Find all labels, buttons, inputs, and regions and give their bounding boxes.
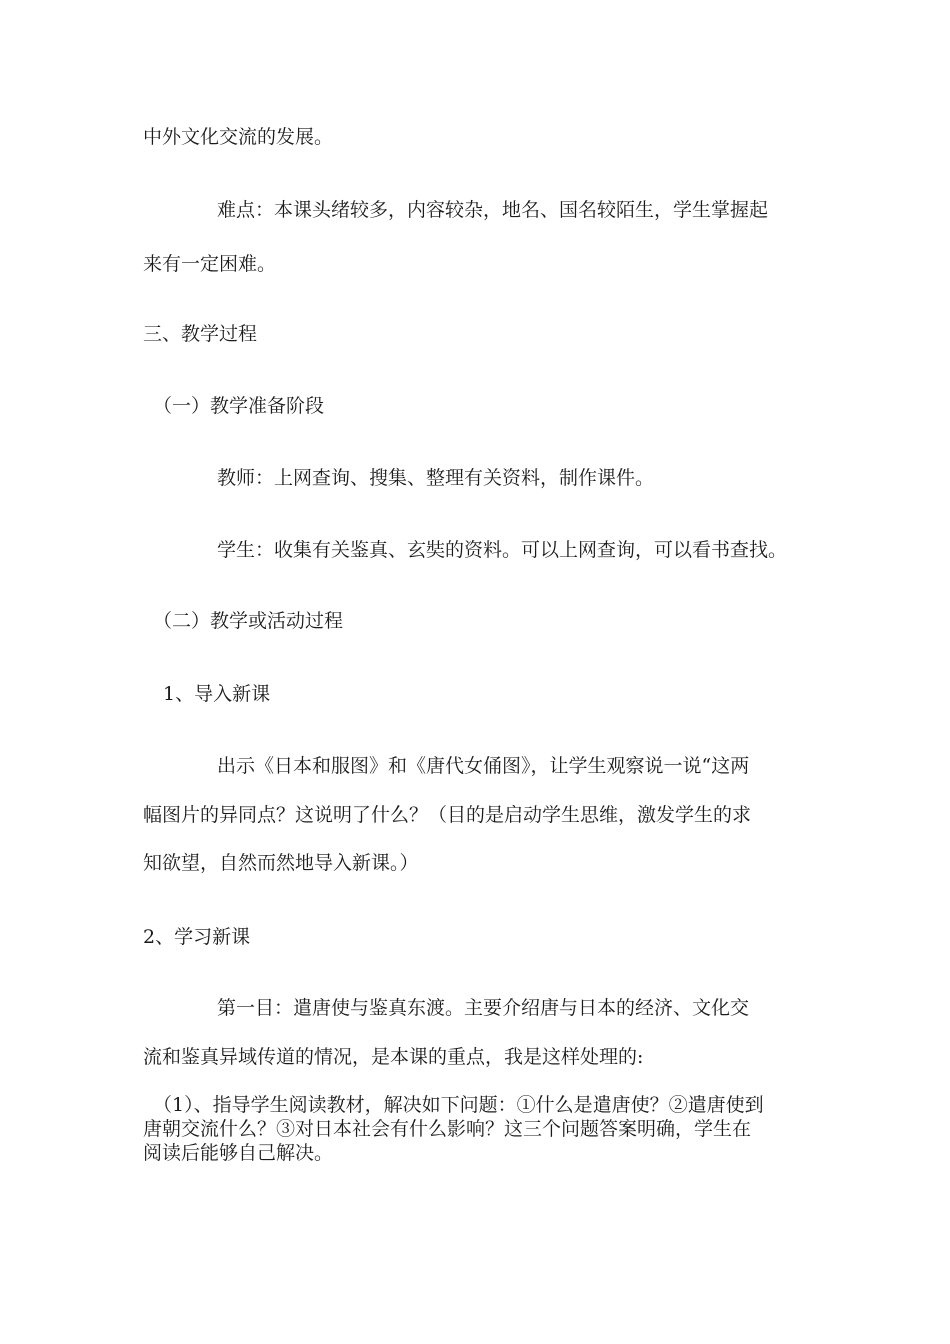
list-heading: 1、导入新课	[163, 683, 271, 705]
dense-paragraph	[143, 1093, 764, 1165]
paragraph-line: 学生：收集有关鉴真、玄奘的资料。可以上网查询，可以看书查找。	[217, 539, 788, 561]
section-heading: 三、教学过程	[143, 323, 258, 345]
list-heading: 2、学习新课	[143, 926, 251, 948]
subsection-heading: （一）教学准备阶段	[153, 395, 325, 417]
paragraph-line: 第一目：遣唐使与鉴真东渡。主要介绍唐与日本的经济、文化交	[217, 997, 750, 1019]
paragraph-line: 中外文化交流的发展。	[143, 126, 334, 148]
paragraph-line: 知欲望，自然而然地导入新课。）	[143, 852, 419, 874]
paragraph-line: 出示《日本和服图》和《唐代女俑图》，让学生观察说一说“这两	[217, 755, 750, 777]
paragraph-line: 唐朝交流什么？③对日本社会有什么影响？这三个问题答案明确，学生在	[143, 1118, 752, 1140]
paragraph-line: 幅图片的异同点？这说明了什么？（目的是启动学生思维，激发学生的求	[143, 804, 752, 826]
paragraph-line: 来有一定困难。	[143, 253, 277, 275]
paragraph-line: （1）、指导学生阅读教材，解决如下问题：①什么是遣唐使？②遣唐使到	[153, 1094, 764, 1116]
paragraph-line: 教师：上网查询、搜集、整理有关资料，制作课件。	[217, 467, 655, 489]
paragraph-line: 流和鉴真异域传道的情况，是本课的重点，我是这样处理的:	[143, 1046, 644, 1068]
subsection-heading: （二）教学或活动过程	[153, 610, 344, 632]
paragraph-line: 难点：本课头绪较多，内容较杂，地名、国名较陌生，学生掌握起	[217, 199, 769, 221]
paragraph-line: 阅读后能够自己解决。	[143, 1142, 334, 1164]
